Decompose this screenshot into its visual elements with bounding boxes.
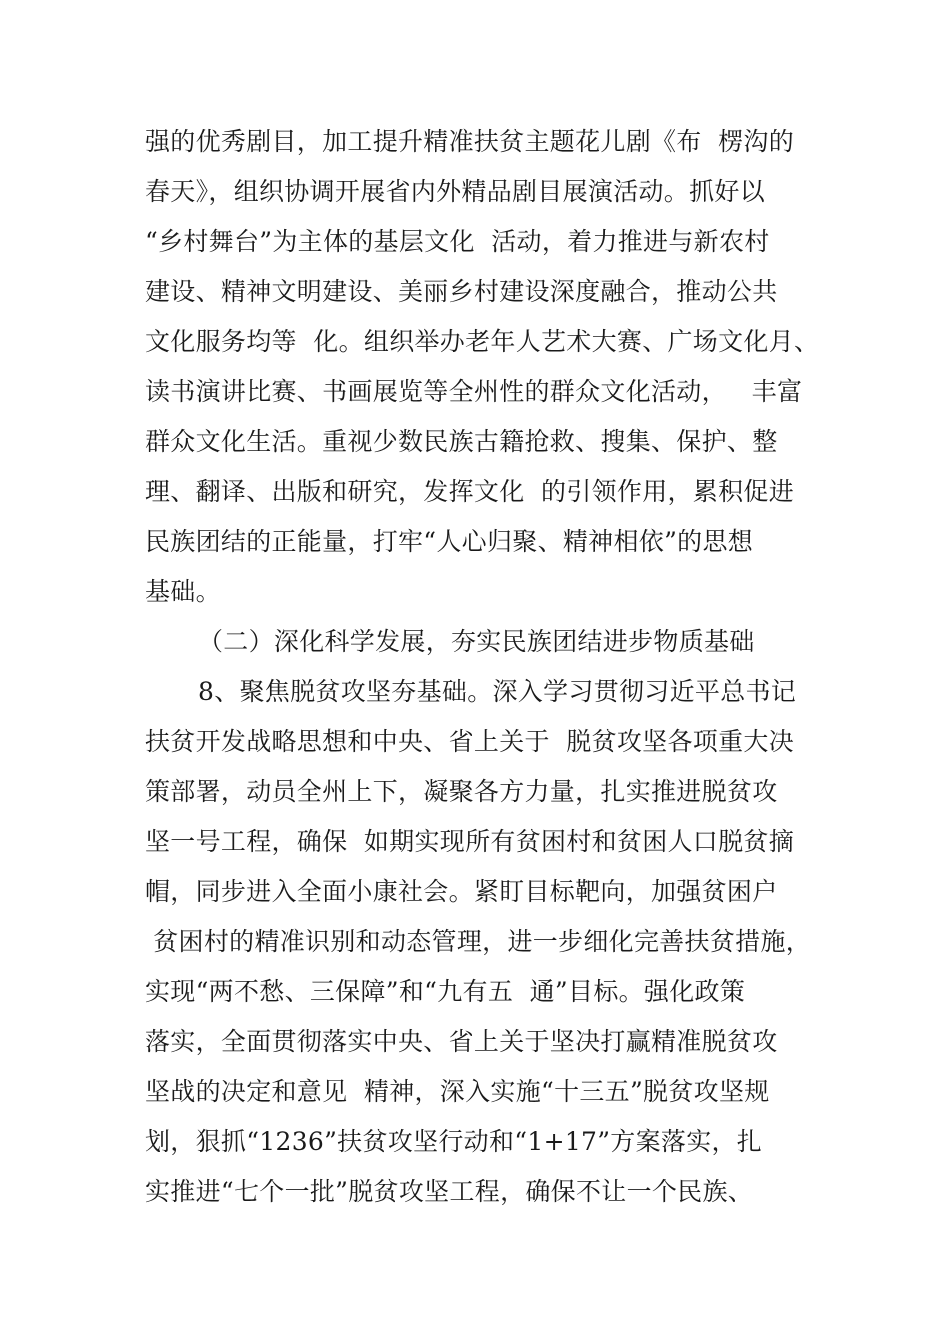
text-line: 贫困村的精准识别和动态管理，进一步细化完善扶贫措施， <box>145 927 812 956</box>
text-line: 建设、精神文明建设、美丽乡村建设深度融合，推动公共 <box>145 277 778 306</box>
text-line: 民族团结的正能量，打牢“人心归聚、精神相依”的思想 <box>145 527 754 556</box>
text-line: 群众文化生活。重视少数民族古籍抢救、搜集、保护、整 <box>145 427 778 456</box>
text-line: 强的优秀剧目，加工提升精准扶贫主题花儿剧《布 楞沟的 <box>145 127 794 156</box>
section-heading: （二）深化科学发展，夯实民族团结进步物质基础 <box>198 627 755 656</box>
paragraph-heading: 8、聚焦脱贫攻坚夯基础。深入学习贯彻习近平总书记 <box>198 677 797 706</box>
text-line: 实推进“七个一批”脱贫攻坚工程，确保不让一个民族、 <box>145 1177 754 1206</box>
text-line: 文化服务均等 化。组织举办老年人艺术大赛、广场文化月、 <box>145 327 820 356</box>
text-line: 读书演讲比赛、书画展览等全州性的群众文化活动， 丰富 <box>145 377 803 406</box>
text-line: 坚战的决定和意见 精神，深入实施“十三五”脱贫攻坚规 <box>145 1077 770 1106</box>
text-line: 实现“两不愁、三保障”和“九有五 通”目标。强化政策 <box>145 977 746 1006</box>
text-line: 春天》，组织协调开展省内外精品剧目展演活动。抓好以 <box>145 177 766 206</box>
text-line: 策部署，动员全州上下，凝聚各方力量，扎实推进脱贫攻 <box>145 777 778 806</box>
text-line: 理、翻译、出版和研究，发挥文化 的引领作用，累积促进 <box>145 477 794 506</box>
text-line: 坚一号工程，确保 如期实现所有贫困村和贫困人口脱贫摘 <box>145 827 794 856</box>
text-line: 帽，同步进入全面小康社会。紧盯目标靶向，加强贫困户 <box>145 877 778 906</box>
text-line: 扶贫开发战略思想和中央、省上关于 脱贫攻坚各项重大决 <box>145 727 794 756</box>
text-line: 基础。 <box>145 577 221 606</box>
text-line: 落实，全面贯彻落实中央、省上关于坚决打赢精准脱贫攻 <box>145 1027 778 1056</box>
text-line: “乡村舞台”为主体的基层文化 活动，着力推进与新农村 <box>145 227 770 256</box>
text-line: 划，狠抓“1236”扶贫攻坚行动和“1+17”方案落实，扎 <box>145 1127 763 1156</box>
